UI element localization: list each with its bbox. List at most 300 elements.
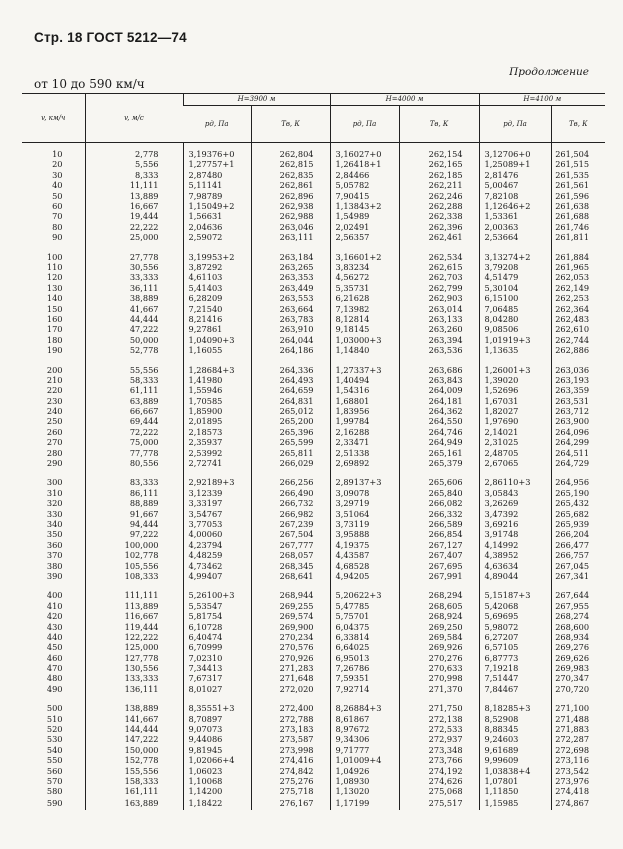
cell-temperature: 273,587 bbox=[251, 734, 330, 744]
cell-speed-kmh: 310 bbox=[46, 487, 63, 498]
cell-temperature: 263,184 bbox=[251, 252, 330, 262]
cell-speed-ms: 75,000 bbox=[85, 437, 183, 447]
cell-pressure: 9,24603 bbox=[479, 734, 551, 744]
cell-temperature: 273,183 bbox=[251, 724, 330, 734]
cell-pressure: 4,56272 bbox=[330, 272, 399, 282]
cell-speed-ms: 116,667 bbox=[85, 611, 183, 621]
spacer-cell bbox=[399, 468, 479, 477]
cell-temperature: 272,020 bbox=[251, 684, 330, 694]
cell-temperature: 265,379 bbox=[399, 458, 479, 468]
cell-temperature: 273,348 bbox=[399, 745, 479, 755]
cell-pressure: 1,14200 bbox=[183, 786, 251, 796]
cell-pressure: 5,30104 bbox=[479, 283, 551, 293]
col-header-pressure: pд, Па bbox=[330, 106, 399, 143]
cell-pressure: 5,26100+3 bbox=[183, 590, 251, 600]
cell-temperature: 263,553 bbox=[251, 293, 330, 303]
cell-temperature: 261,811 bbox=[551, 232, 605, 242]
cell-temperature: 266,332 bbox=[399, 509, 479, 519]
cell-pressure: 1,25089+1 bbox=[479, 159, 551, 169]
cell-pressure: 6,95013 bbox=[330, 653, 399, 663]
table-row bbox=[22, 571, 605, 581]
cell-temperature: 262,154 bbox=[399, 143, 479, 160]
cell-pressure: 1,54316 bbox=[330, 385, 399, 395]
cell-pressure: 8,01027 bbox=[183, 684, 251, 694]
cell-temperature: 263,686 bbox=[399, 364, 479, 374]
cell-temperature: 274,418 bbox=[551, 786, 605, 796]
cell-pressure: 7,82108 bbox=[479, 191, 551, 201]
cell-speed-kmh: 250 bbox=[46, 416, 63, 427]
cell-speed-kmh: 510 bbox=[46, 713, 63, 724]
table-row bbox=[22, 663, 605, 673]
cell-speed-kmh: 260 bbox=[46, 426, 63, 437]
table-row bbox=[22, 590, 605, 600]
cell-pressure: 1,27757+1 bbox=[183, 159, 251, 169]
cell-temperature: 274,867 bbox=[551, 797, 605, 810]
spacer-cell bbox=[551, 355, 605, 364]
cell-speed-kmh: 280 bbox=[46, 447, 63, 458]
cell-temperature: 263,111 bbox=[251, 232, 330, 242]
cell-pressure: 1,12646+2 bbox=[479, 201, 551, 211]
cell-temperature: 263,843 bbox=[399, 375, 479, 385]
cell-temperature: 264,956 bbox=[551, 477, 605, 487]
cell-pressure: 9,34306 bbox=[330, 734, 399, 744]
cell-temperature: 264,336 bbox=[251, 364, 330, 374]
cell-pressure: 8,52908 bbox=[479, 714, 551, 724]
cell-speed-ms: 141,667 bbox=[85, 714, 183, 724]
cell-speed-ms: 147,222 bbox=[85, 734, 183, 744]
cell-pressure: 8,97672 bbox=[330, 724, 399, 734]
cell-speed-ms: 38,889 bbox=[85, 293, 183, 303]
spacer-cell bbox=[183, 468, 251, 477]
cell-temperature: 267,777 bbox=[251, 540, 330, 550]
col-header-speed-kmh: v, км/ч bbox=[22, 94, 85, 143]
cell-temperature: 265,190 bbox=[551, 488, 605, 498]
cell-speed-kmh: 130 bbox=[46, 282, 63, 293]
table-row bbox=[22, 303, 605, 313]
cell-speed-ms: 66,667 bbox=[85, 406, 183, 416]
cell-speed-kmh: 360 bbox=[46, 539, 63, 550]
table-row bbox=[22, 437, 605, 447]
cell-speed-ms: 16,667 bbox=[85, 201, 183, 211]
cell-pressure: 1,97690 bbox=[479, 416, 551, 426]
table-row bbox=[22, 159, 605, 169]
cell-temperature: 262,396 bbox=[399, 222, 479, 232]
cell-temperature: 265,939 bbox=[551, 519, 605, 529]
spacer-cell bbox=[183, 355, 251, 364]
cell-pressure: 2,31025 bbox=[479, 437, 551, 447]
cell-speed-kmh: 560 bbox=[46, 765, 63, 776]
cell-pressure: 7,19218 bbox=[479, 663, 551, 673]
cell-pressure: 3,12339 bbox=[183, 488, 251, 498]
cell-speed-kmh: 430 bbox=[46, 621, 63, 632]
cell-speed-kmh: 30 bbox=[52, 169, 63, 180]
cell-pressure: 1,56631 bbox=[183, 211, 251, 221]
cell-pressure: 2,81476 bbox=[479, 170, 551, 180]
cell-speed-ms: 119,444 bbox=[85, 621, 183, 631]
group-header-altitude: H=4000 м bbox=[330, 94, 479, 106]
cell-pressure: 2,02491 bbox=[330, 222, 399, 232]
cell-temperature: 264,831 bbox=[251, 396, 330, 406]
cell-temperature: 265,200 bbox=[251, 416, 330, 426]
cell-pressure: 7,21540 bbox=[183, 303, 251, 313]
cell-temperature: 263,359 bbox=[551, 385, 605, 395]
table-row bbox=[22, 385, 605, 395]
cell-pressure: 3,95888 bbox=[330, 529, 399, 539]
cell-temperature: 267,644 bbox=[551, 590, 605, 600]
cell-temperature: 274,626 bbox=[399, 776, 479, 786]
cell-speed-kmh: 90 bbox=[52, 232, 63, 243]
col-header-speed-ms: v, м/с bbox=[85, 94, 183, 143]
cell-temperature: 263,014 bbox=[399, 303, 479, 313]
cell-temperature: 271,100 bbox=[551, 703, 605, 713]
table-row bbox=[22, 396, 605, 406]
cell-temperature: 262,703 bbox=[399, 272, 479, 282]
cell-pressure: 1,13843+2 bbox=[330, 201, 399, 211]
table-row bbox=[22, 458, 605, 468]
cell-pressure: 2,01895 bbox=[183, 416, 251, 426]
spacer-cell bbox=[479, 243, 551, 252]
spacer-cell bbox=[399, 694, 479, 703]
cell-speed-kmh: 160 bbox=[46, 313, 63, 324]
cell-temperature: 262,835 bbox=[251, 170, 330, 180]
cell-pressure: 5,00467 bbox=[479, 180, 551, 190]
cell-pressure: 2,92189+3 bbox=[183, 477, 251, 487]
cell-temperature: 276,167 bbox=[251, 797, 330, 810]
cell-pressure: 3,13274+2 bbox=[479, 252, 551, 262]
cell-speed-kmh: 230 bbox=[46, 395, 63, 406]
cell-pressure: 9,18145 bbox=[330, 324, 399, 334]
spacer-cell bbox=[22, 694, 85, 703]
cell-pressure: 3,83234 bbox=[330, 262, 399, 272]
cell-speed-kmh: 500 bbox=[46, 703, 63, 714]
cell-speed-ms: 58,333 bbox=[85, 375, 183, 385]
cell-temperature: 262,815 bbox=[251, 159, 330, 169]
table-row bbox=[22, 211, 605, 221]
cell-temperature: 267,504 bbox=[251, 529, 330, 539]
cell-temperature: 272,937 bbox=[399, 734, 479, 744]
cell-speed-kmh: 270 bbox=[46, 437, 63, 448]
cell-temperature: 262,903 bbox=[399, 293, 479, 303]
cell-pressure: 4,73462 bbox=[183, 560, 251, 570]
cell-speed-ms: 8,333 bbox=[85, 170, 183, 180]
cell-temperature: 262,288 bbox=[399, 201, 479, 211]
cell-pressure: 1,13020 bbox=[330, 786, 399, 796]
cell-pressure: 6,28209 bbox=[183, 293, 251, 303]
spacer-cell bbox=[183, 694, 251, 703]
cell-temperature: 268,294 bbox=[399, 590, 479, 600]
cell-temperature: 268,600 bbox=[551, 621, 605, 631]
cell-temperature: 266,204 bbox=[551, 529, 605, 539]
cell-speed-ms: 30,556 bbox=[85, 262, 183, 272]
spacer-cell bbox=[330, 355, 399, 364]
table-row bbox=[22, 734, 605, 744]
table-row bbox=[22, 222, 605, 232]
table-row bbox=[22, 272, 605, 282]
cell-temperature: 266,029 bbox=[251, 458, 330, 468]
cell-speed-ms: 88,889 bbox=[85, 498, 183, 508]
table-row bbox=[22, 765, 605, 775]
cell-pressure: 2,18573 bbox=[183, 427, 251, 437]
cell-pressure: 9,27861 bbox=[183, 324, 251, 334]
cell-temperature: 273,116 bbox=[551, 755, 605, 765]
spacer-cell bbox=[479, 468, 551, 477]
cell-speed-kmh: 60 bbox=[52, 201, 63, 212]
cell-pressure: 6,04375 bbox=[330, 621, 399, 631]
cell-speed-kmh: 240 bbox=[46, 406, 63, 417]
cell-temperature: 267,407 bbox=[399, 550, 479, 560]
cell-temperature: 262,246 bbox=[399, 191, 479, 201]
cell-pressure: 1,03000+3 bbox=[330, 335, 399, 345]
cell-temperature: 261,965 bbox=[551, 262, 605, 272]
cell-pressure: 5,41403 bbox=[183, 283, 251, 293]
spacer-cell bbox=[22, 468, 85, 477]
cell-speed-kmh: 490 bbox=[46, 683, 63, 694]
cell-pressure: 1,39020 bbox=[479, 375, 551, 385]
cell-speed-ms: 111,111 bbox=[85, 590, 183, 600]
table-row bbox=[22, 314, 605, 324]
cell-pressure: 8,35551+3 bbox=[183, 703, 251, 713]
cell-temperature: 274,842 bbox=[251, 765, 330, 775]
table-row bbox=[22, 406, 605, 416]
cell-speed-ms: 36,111 bbox=[85, 283, 183, 293]
cell-pressure: 1,40494 bbox=[330, 375, 399, 385]
cell-speed-ms: 136,111 bbox=[85, 684, 183, 694]
cell-speed-ms: 130,556 bbox=[85, 663, 183, 673]
block-spacer bbox=[22, 468, 605, 477]
cell-temperature: 273,542 bbox=[551, 765, 605, 775]
cell-pressure: 4,61103 bbox=[183, 272, 251, 282]
spacer-cell bbox=[85, 581, 183, 590]
col-header-pressure: pд, Па bbox=[183, 106, 251, 143]
cell-temperature: 263,193 bbox=[551, 375, 605, 385]
cell-pressure: 3,09078 bbox=[330, 488, 399, 498]
standard-atmosphere-table bbox=[22, 93, 605, 810]
cell-temperature: 271,648 bbox=[251, 673, 330, 683]
cell-pressure: 1,15049+2 bbox=[183, 201, 251, 211]
cell-speed-kmh: 10 bbox=[52, 149, 63, 160]
col-header-temperature: Tв, К bbox=[399, 106, 479, 143]
cell-pressure: 7,84467 bbox=[479, 684, 551, 694]
cell-temperature: 262,483 bbox=[551, 314, 605, 324]
cell-temperature: 272,138 bbox=[399, 714, 479, 724]
cell-speed-ms: 63,889 bbox=[85, 396, 183, 406]
cell-pressure: 9,99609 bbox=[479, 755, 551, 765]
cell-temperature: 273,976 bbox=[551, 776, 605, 786]
cell-speed-kmh: 390 bbox=[46, 570, 63, 581]
cell-pressure: 1,01009+4 bbox=[330, 755, 399, 765]
cell-speed-kmh: 410 bbox=[46, 600, 63, 611]
spacer-cell bbox=[551, 468, 605, 477]
cell-pressure: 9,08506 bbox=[479, 324, 551, 334]
cell-speed-ms: 72,222 bbox=[85, 427, 183, 437]
cell-speed-ms: 47,222 bbox=[85, 324, 183, 334]
cell-pressure: 2,51338 bbox=[330, 448, 399, 458]
cell-speed-kmh: 480 bbox=[46, 673, 63, 684]
cell-pressure: 8,04280 bbox=[479, 314, 551, 324]
spacer-cell bbox=[183, 243, 251, 252]
cell-pressure: 7,90415 bbox=[330, 191, 399, 201]
cell-temperature: 266,477 bbox=[551, 540, 605, 550]
cell-speed-kmh: 340 bbox=[46, 518, 63, 529]
table-row bbox=[22, 724, 605, 734]
cell-temperature: 274,416 bbox=[251, 755, 330, 765]
cell-pressure: 7,92714 bbox=[330, 684, 399, 694]
cell-temperature: 261,561 bbox=[551, 180, 605, 190]
table-row bbox=[22, 745, 605, 755]
cell-temperature: 272,698 bbox=[551, 745, 605, 755]
spacer-cell bbox=[330, 468, 399, 477]
table-row bbox=[22, 786, 605, 796]
cell-pressure: 3,33197 bbox=[183, 498, 251, 508]
cell-speed-ms: 55,556 bbox=[85, 364, 183, 374]
block-spacer bbox=[22, 243, 605, 252]
cell-temperature: 267,955 bbox=[551, 601, 605, 611]
cell-pressure: 1,55946 bbox=[183, 385, 251, 395]
cell-speed-kmh: 110 bbox=[46, 262, 63, 272]
cell-pressure: 9,81945 bbox=[183, 745, 251, 755]
spacer-cell bbox=[551, 243, 605, 252]
cell-pressure: 3,51064 bbox=[330, 509, 399, 519]
cell-speed-kmh: 210 bbox=[46, 374, 63, 385]
cell-speed-kmh: 530 bbox=[46, 734, 63, 745]
table-row bbox=[22, 498, 605, 508]
cell-temperature: 266,982 bbox=[251, 509, 330, 519]
cell-temperature: 262,615 bbox=[399, 262, 479, 272]
table-row bbox=[22, 673, 605, 683]
cell-speed-ms: 125,000 bbox=[85, 642, 183, 652]
cell-speed-kmh: 570 bbox=[46, 775, 63, 786]
cell-temperature: 270,720 bbox=[551, 684, 605, 694]
cell-speed-ms: 33,333 bbox=[85, 272, 183, 282]
cell-speed-ms: 50,000 bbox=[85, 335, 183, 345]
spacer-cell bbox=[251, 243, 330, 252]
cell-pressure: 9,61689 bbox=[479, 745, 551, 755]
cell-speed-kmh: 120 bbox=[46, 272, 63, 283]
cell-pressure: 8,18285+3 bbox=[479, 703, 551, 713]
cell-temperature: 261,638 bbox=[551, 201, 605, 211]
cell-pressure: 6,70999 bbox=[183, 642, 251, 652]
cell-temperature: 270,926 bbox=[251, 653, 330, 663]
cell-temperature: 261,504 bbox=[551, 143, 605, 160]
cell-temperature: 263,664 bbox=[251, 303, 330, 313]
cell-temperature: 263,260 bbox=[399, 324, 479, 334]
cell-speed-ms: 105,556 bbox=[85, 560, 183, 570]
cell-temperature: 265,161 bbox=[399, 448, 479, 458]
cell-temperature: 268,605 bbox=[399, 601, 479, 611]
cell-temperature: 264,362 bbox=[399, 406, 479, 416]
cell-speed-ms: 41,667 bbox=[85, 303, 183, 313]
cell-temperature: 262,534 bbox=[399, 252, 479, 262]
cell-speed-ms: 97,222 bbox=[85, 529, 183, 539]
cell-pressure: 1,01919+3 bbox=[479, 335, 551, 345]
table-row bbox=[22, 611, 605, 621]
table-row bbox=[22, 529, 605, 539]
cell-pressure: 3,87292 bbox=[183, 262, 251, 272]
cell-speed-ms: 27,778 bbox=[85, 252, 183, 262]
cell-pressure: 7,59351 bbox=[330, 673, 399, 683]
cell-temperature: 262,253 bbox=[551, 293, 605, 303]
cell-temperature: 264,949 bbox=[399, 437, 479, 447]
col-header-temperature: Tв, К bbox=[251, 106, 330, 143]
cell-pressure: 4,43587 bbox=[330, 550, 399, 560]
cell-speed-kmh: 180 bbox=[46, 334, 63, 345]
cell-pressure: 4,19375 bbox=[330, 540, 399, 550]
cell-temperature: 265,396 bbox=[251, 427, 330, 437]
cell-pressure: 4,94205 bbox=[330, 571, 399, 581]
cell-speed-kmh: 40 bbox=[52, 180, 63, 191]
cell-speed-kmh: 590 bbox=[46, 798, 63, 809]
cell-temperature: 268,934 bbox=[551, 632, 605, 642]
cell-pressure: 8,12814 bbox=[330, 314, 399, 324]
cell-speed-kmh: 400 bbox=[46, 590, 63, 601]
cell-temperature: 273,998 bbox=[251, 745, 330, 755]
cell-temperature: 261,746 bbox=[551, 222, 605, 232]
cell-speed-ms: 80,556 bbox=[85, 458, 183, 468]
cell-speed-kmh: 170 bbox=[46, 324, 63, 335]
cell-temperature: 269,574 bbox=[251, 611, 330, 621]
cell-pressure: 1,14840 bbox=[330, 345, 399, 355]
cell-temperature: 268,274 bbox=[551, 611, 605, 621]
cell-temperature: 274,192 bbox=[399, 765, 479, 775]
cell-pressure: 8,88345 bbox=[479, 724, 551, 734]
cell-temperature: 268,345 bbox=[251, 560, 330, 570]
cell-pressure: 8,26884+3 bbox=[330, 703, 399, 713]
cell-speed-ms: 77,778 bbox=[85, 448, 183, 458]
cell-speed-kmh: 20 bbox=[52, 159, 63, 170]
cell-temperature: 262,338 bbox=[399, 211, 479, 221]
cell-speed-kmh: 420 bbox=[46, 611, 63, 622]
cell-pressure: 7,34413 bbox=[183, 663, 251, 673]
cell-temperature: 263,712 bbox=[551, 406, 605, 416]
cell-temperature: 263,531 bbox=[551, 396, 605, 406]
cell-temperature: 262,938 bbox=[251, 201, 330, 211]
cell-temperature: 270,633 bbox=[399, 663, 479, 673]
table-row bbox=[22, 797, 605, 810]
spacer-cell bbox=[479, 581, 551, 590]
table-row bbox=[22, 653, 605, 663]
cell-pressure: 9,71777 bbox=[330, 745, 399, 755]
cell-pressure: 2,53992 bbox=[183, 448, 251, 458]
cell-temperature: 264,746 bbox=[399, 427, 479, 437]
cell-temperature: 270,998 bbox=[399, 673, 479, 683]
table-row bbox=[22, 477, 605, 487]
table-row bbox=[22, 262, 605, 272]
table-row bbox=[22, 143, 605, 160]
cell-pressure: 4,51479 bbox=[479, 272, 551, 282]
spacer-cell bbox=[251, 355, 330, 364]
cell-pressure: 2,72741 bbox=[183, 458, 251, 468]
spacer-cell bbox=[479, 355, 551, 364]
cell-temperature: 268,057 bbox=[251, 550, 330, 560]
cell-temperature: 264,009 bbox=[399, 385, 479, 395]
cell-pressure: 6,21628 bbox=[330, 293, 399, 303]
cell-pressure: 1,10068 bbox=[183, 776, 251, 786]
cell-pressure: 6,10728 bbox=[183, 621, 251, 631]
cell-temperature: 271,488 bbox=[551, 714, 605, 724]
cell-temperature: 262,185 bbox=[399, 170, 479, 180]
cell-pressure: 2,89137+3 bbox=[330, 477, 399, 487]
cell-temperature: 265,599 bbox=[251, 437, 330, 447]
cell-pressure: 1,04926 bbox=[330, 765, 399, 775]
cell-temperature: 271,883 bbox=[551, 724, 605, 734]
cell-pressure: 8,70897 bbox=[183, 714, 251, 724]
cell-pressure: 5,47785 bbox=[330, 601, 399, 611]
cell-pressure: 6,87773 bbox=[479, 653, 551, 663]
cell-speed-ms: 113,889 bbox=[85, 601, 183, 611]
cell-pressure: 9,44086 bbox=[183, 734, 251, 744]
cell-speed-kmh: 350 bbox=[46, 529, 63, 540]
cell-temperature: 264,493 bbox=[251, 375, 330, 385]
